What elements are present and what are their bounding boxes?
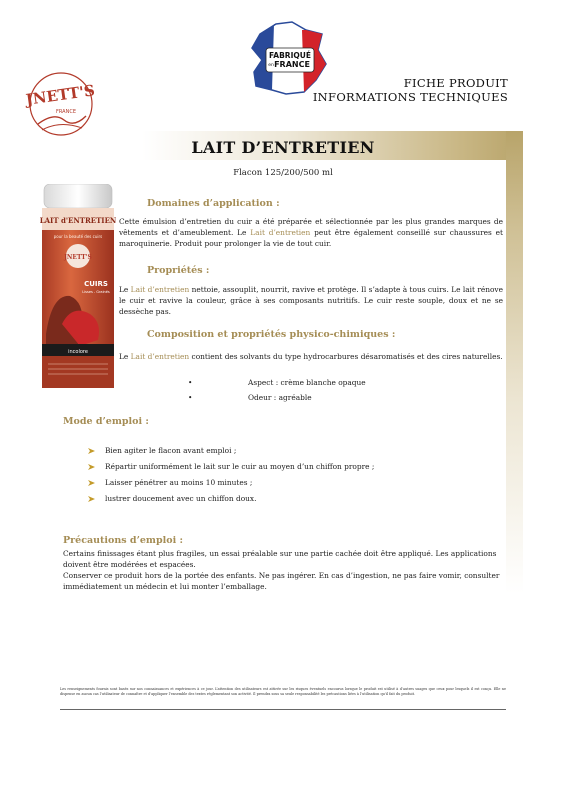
france-badge-text-2: en <box>268 63 274 68</box>
precautions-line-2: Conserver ce produit hors de la portée des enfants. Ne pas ingérer. En cas d’ingestion, ne pas faire vomir, consulter immédiatement un médecin et lui monter l’emballage. <box>63 571 500 591</box>
arrow-bullet-icon <box>88 447 96 455</box>
bottle-title-text: LAIT d'ENTRETIEN <box>40 216 116 225</box>
header-titles <box>313 76 508 104</box>
properties-highlight: Lait d’entretien <box>130 285 190 294</box>
header-line-2: INFORMATIONS TECHNIQUES <box>312 90 508 104</box>
footer-disclaimer: Les renseignements fournis sont basés sur nos connaissances et expériences à ce jour. L’attention des utilisateurs est attirée sur les risques éventuels encourus lorsque le produit est utilisé à d’autres usages que ceux pour lesquels il est conçu. Elle ne dispense en aucun cas l’utilisateur de connaître et d’appliquer l’ensemble des textes réglementant son activité. Il prendra sous sa seule responsabilité les précautions liées à l’utilisation qu’il fait du produit. <box>60 687 506 696</box>
bottle-cuirs-text: CUIRS <box>84 280 108 288</box>
properties-text-1: Le <box>119 285 131 294</box>
bottle-cuirs-subtext: Lisses - Grainés <box>82 290 110 294</box>
arrow-bullet-icon <box>88 495 96 503</box>
usage-step-text: lustrer doucement avec un chiffon doux. <box>105 494 257 503</box>
france-badge-text-3: FRANCE <box>274 60 310 69</box>
section-heading-properties: Propriétés : <box>147 265 210 276</box>
composition-highlight: Lait d’entretien <box>130 352 190 361</box>
composition-text-1: Le <box>119 352 131 361</box>
france-badge-text-1: FABRIQUÉ <box>269 51 311 60</box>
application-text-2: peut être également conseillé sur chaussures et maroquinerie. Produit pour prolonger la vie de tout cuir. <box>119 228 503 248</box>
usage-step-text: Laisser pénétrer au moins 10 minutes ; <box>105 478 253 487</box>
brand-logo-text: JNETT'S <box>24 81 96 109</box>
arrow-bullet-icon <box>88 463 96 471</box>
footer-divider <box>60 709 506 710</box>
application-text-1: Cette émulsion d’entretien du cuir a été préparée et sélectionnée par les plus grandes marques de vêtements et d’ameublement. Le <box>119 217 503 237</box>
application-highlight: Lait d’entretien <box>250 228 311 237</box>
title-band-side <box>506 131 523 618</box>
brand-logo-subtext: FRANCE <box>56 109 76 115</box>
properties-text-2: nettoie, assouplit, nourrit, ravive et protège. Il s’adapte à tous cuirs. Le lait rénove le cuir et ravive la couleur, grâce à ses composants nutritifs. Le cuir reste souple, doux et ne se dessèche pas. <box>119 285 503 316</box>
bottle-color-text: incolore <box>68 349 88 355</box>
usage-step-text: Répartir uniformément le lait sur le cuir au moyen d’un chiffon propre ; <box>105 462 375 471</box>
bottle-brand-text: JNETT'S <box>64 254 92 261</box>
bullet-dot-icon: • <box>188 378 193 387</box>
section-text-properties <box>119 284 503 317</box>
section-text-composition <box>119 351 503 362</box>
header-line-1: FICHE PRODUIT <box>403 76 508 90</box>
composition-bullet-text: Aspect : crème blanche opaque <box>248 378 366 387</box>
jnetts-brand-logo <box>24 68 98 140</box>
usage-step-text: Bien agiter le flacon avant emploi ; <box>105 446 237 455</box>
composition-bullet-text: Odeur : agréable <box>248 393 312 402</box>
section-heading-precautions: Précautions d’emploi : <box>63 535 183 546</box>
section-heading-application: Domaines d’application : <box>147 198 280 209</box>
precautions-line-1: Certains finissages étant plus fragiles, un essai préalable sur une partie cachée doit être appliqué. Les applications doivent être modérées et espacées. <box>63 549 497 569</box>
product-bottle-image <box>40 184 116 390</box>
product-format: Flacon 125/200/500 ml <box>233 168 333 178</box>
bullet-dot-icon: • <box>188 393 193 402</box>
section-text-application <box>119 216 503 249</box>
bottle-subtitle-text: pour la beauté des cuirs <box>53 234 103 239</box>
section-heading-usage: Mode d’emploi : <box>63 416 149 427</box>
section-text-precautions <box>63 548 505 592</box>
arrow-bullet-icon <box>88 479 96 487</box>
composition-text-2: contient des solvants du type hydrocarbures désaromatisés et des cires naturelles. <box>189 352 503 361</box>
page-title: LAIT D’ENTRETIEN <box>191 138 375 157</box>
section-heading-composition: Composition et propriétés physico-chimiques : <box>147 329 396 340</box>
